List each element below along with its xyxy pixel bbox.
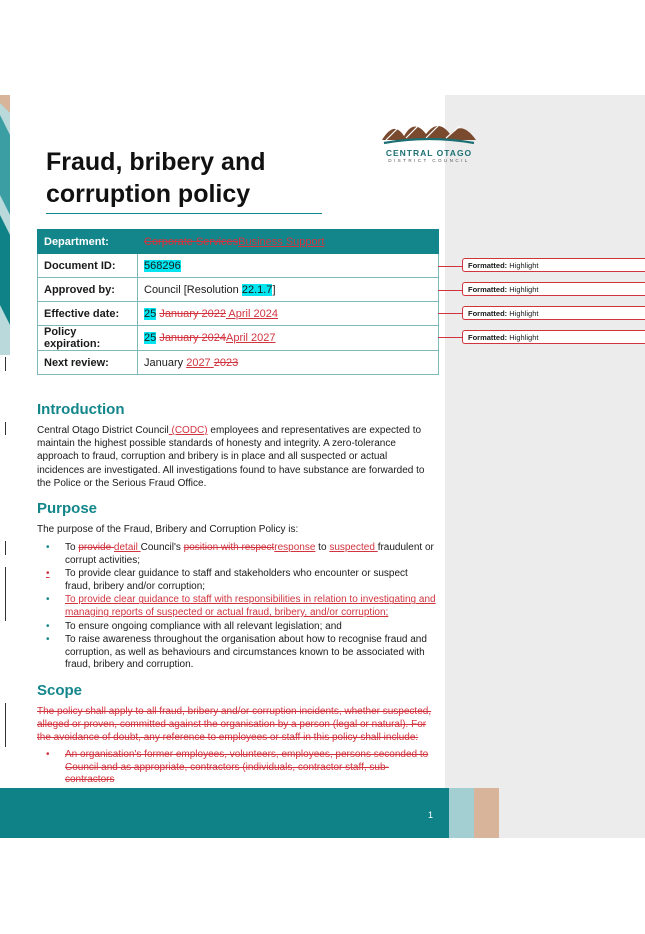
title-line-1: Fraud, bribery and [46, 148, 266, 176]
expiration-inserted: April 2027 [225, 332, 276, 344]
purpose-list [46, 542, 436, 673]
comment-balloon[interactable] [462, 306, 645, 320]
list-item [46, 594, 436, 619]
b3-inserted: To provide clear guidance to staff with responsibilities in relation to investigating and managing reports of suspected or actual fraud, bribery, and/or corruption; [65, 594, 436, 618]
department-label: Department: [38, 230, 138, 254]
change-bar [5, 567, 6, 621]
bullet-marker: • [46, 594, 50, 606]
intro-text-rest: employees and representatives are expected to maintain the highest possible standards of honesty and integrity. A zero-tolerance approach to fraud, corruption and bribery is in place and all suspected or actual incidences are investigated. All investigations found to have substance are forwarded to the Police or the Serious Fraud Office. [37, 425, 425, 489]
balloon-connector [438, 313, 462, 314]
introduction-heading: Introduction [37, 401, 125, 418]
footer-accent-blue [449, 788, 474, 838]
purpose-intro: The purpose of the Fraud, Bribery and Corruption Policy is: [37, 524, 299, 535]
title-line-2: corruption policy [46, 180, 251, 208]
effective-inserted: April 2024 [225, 307, 278, 320]
page-footer [0, 788, 499, 838]
change-bar [5, 703, 6, 747]
document-id-label: Document ID: [38, 254, 138, 278]
list-item [46, 542, 436, 567]
purpose-heading: Purpose [37, 500, 98, 517]
list-item [46, 634, 436, 672]
balloon-title: Formatted: [468, 333, 508, 342]
comment-balloon[interactable] [462, 330, 645, 344]
b1-inserted-1: detail [113, 542, 141, 553]
policy-metadata-table [37, 229, 439, 375]
b1-deleted-2: position with respect [183, 542, 275, 553]
b5-text: To raise awareness throughout the organisation about how to recognise fraud and corruption, as well as behaviours and circumstances known to be associated with fraud, bribery and corruption. [65, 634, 427, 671]
approved-by-value [138, 278, 439, 302]
bullet-marker: • [46, 568, 50, 580]
footer-accent-tan [474, 788, 499, 838]
change-bar [5, 357, 6, 371]
scope-list [46, 749, 436, 788]
title-divider [46, 213, 322, 214]
balloon-value: Highlight [509, 261, 539, 270]
intro-text-start: Central Otago District Council [37, 425, 169, 436]
balloon-title: Formatted: [468, 261, 508, 270]
b1-b: Council's [140, 542, 184, 553]
page-title [46, 146, 346, 210]
list-item [46, 621, 436, 634]
balloon-title: Formatted: [468, 309, 508, 318]
next-review-value [138, 351, 439, 375]
document-id-value [138, 254, 439, 278]
row-document-id [38, 254, 439, 278]
balloon-connector [438, 266, 462, 267]
scope-heading: Scope [37, 682, 83, 699]
department-deleted: Corporate Services [144, 235, 239, 248]
b1-deleted-1: provide [78, 542, 114, 553]
introduction-paragraph [37, 424, 437, 490]
row-next-review [38, 351, 439, 375]
effective-date-value [138, 302, 439, 326]
b2-text: To provide clear guidance to staff and stakeholders who encounter or suspect fraud, bribery and/or corruption; [65, 568, 408, 592]
approved-by-prefix: Council [Resolution [144, 283, 242, 296]
b1-inserted-2: response [274, 542, 316, 553]
row-department [38, 230, 439, 254]
balloon-title: Formatted: [468, 285, 508, 294]
approved-by-label: Approved by: [38, 278, 138, 302]
bullet-marker: • [46, 749, 50, 760]
b1-a: To [65, 542, 79, 553]
expiration-value [138, 326, 439, 351]
b1-c: to [315, 542, 330, 553]
logo-name: CENTRAL OTAGO [385, 148, 473, 158]
b4-text: To ensure ongoing compliance with all relevant legislation; and [65, 620, 342, 632]
balloon-value: Highlight [509, 333, 539, 342]
next-review-deleted: 2023 [213, 356, 239, 369]
row-effective-date [38, 302, 439, 326]
comment-balloon[interactable] [462, 282, 645, 296]
change-bar [5, 541, 6, 555]
row-policy-expiration [38, 326, 439, 351]
intro-inserted: (CODC) [168, 425, 208, 436]
document-id-number: 568296 [144, 259, 181, 272]
resolution-number: 22.1.7 [241, 283, 273, 296]
expiration-day: 25 [144, 332, 157, 344]
expiration-deleted: January 2024 [159, 332, 226, 344]
list-item [46, 568, 436, 593]
approved-by-suffix: ] [272, 283, 276, 296]
list-item [46, 749, 436, 787]
next-review-prefix: January [144, 356, 187, 369]
b1-d: fraudulent or corrupt activities; [65, 542, 434, 566]
department-value [138, 230, 439, 254]
bullet-marker: • [46, 620, 50, 632]
balloon-value: Highlight [509, 285, 539, 294]
department-inserted: Business Support [238, 235, 325, 248]
page-number: 1 [428, 810, 434, 820]
next-review-label: Next review: [38, 351, 138, 375]
next-review-inserted: 2027 [186, 356, 214, 369]
effective-deleted: January 2022 [159, 307, 226, 320]
effective-day: 25 [144, 307, 157, 320]
row-approved-by [38, 278, 439, 302]
balloon-connector [438, 290, 462, 291]
effective-date-label: Effective date: [38, 302, 138, 326]
bullet-marker: • [46, 634, 50, 646]
scope-paragraph-deleted: The policy shall apply to all fraud, bribery and/or corruption incidents, whether suspected, alleged or proven, committed against the organisation by a person (legal or natural). For the avoidance of doubt, any reference to employees or staff in this policy shall include: [37, 706, 432, 744]
balloon-value: Highlight [509, 309, 539, 318]
balloon-connector [438, 337, 462, 338]
logo-subtitle: DISTRICT COUNCIL [388, 158, 470, 163]
change-bar [5, 422, 6, 435]
scope-b1-deleted: An organisation's former employees, volunteers, employees, persons seconded to Council and as appropriate, contractors (individuals, contractor staff, sub-contractors [65, 749, 429, 786]
page-edge-decoration [0, 95, 10, 355]
b1-inserted-3: suspected [329, 542, 378, 553]
comment-balloon[interactable] [462, 258, 645, 272]
markup-pane [445, 95, 645, 838]
bullet-marker: • [46, 542, 50, 553]
expiration-label: Policy expiration: [38, 326, 138, 351]
